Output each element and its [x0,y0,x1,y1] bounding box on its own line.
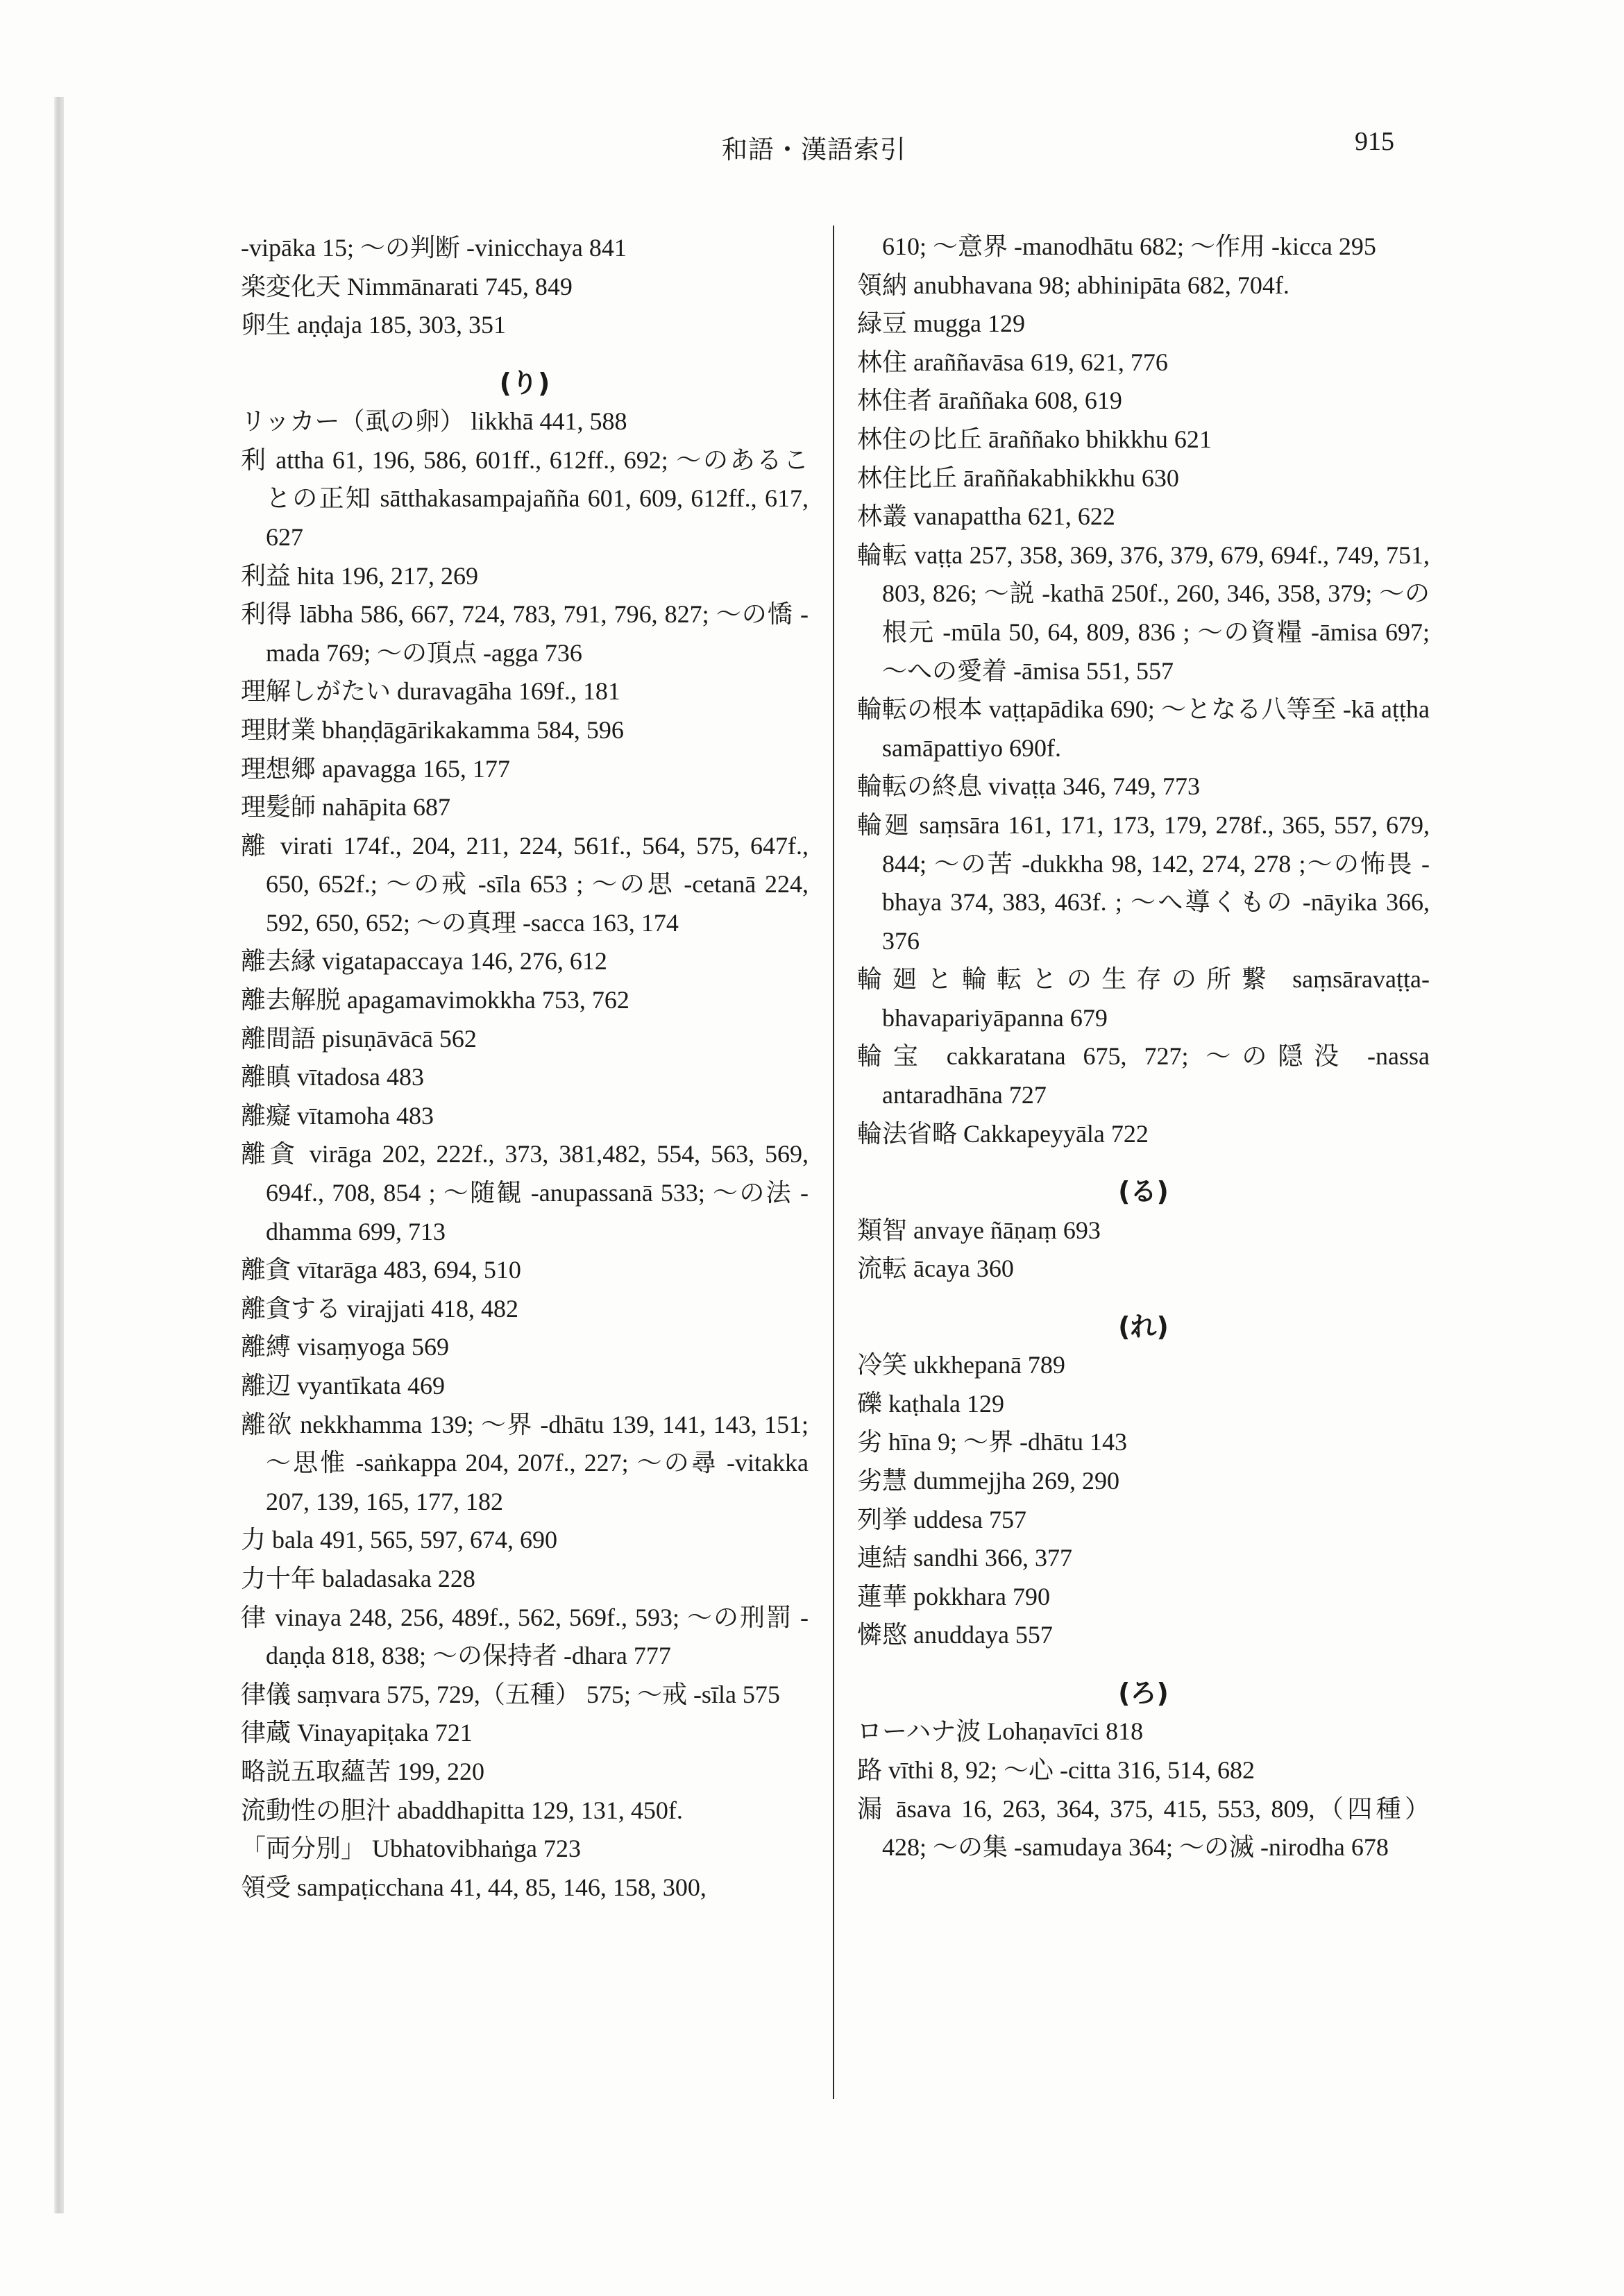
index-entry: 流動性の胆汁 abaddhapitta 129, 131, 450f. [241,1796,683,1824]
index-entry: 輪転の終息 vivaṭṭa 346, 749, 773 [857,772,1200,801]
index-entry: 林住者 āraññaka 608, 619 [857,386,1122,415]
index-entry: 利得 lābha 586, 667, 724, 783, 791, 796, 827; 〜の憍 -mada 769; 〜の頂点 -agga 736 [241,600,809,667]
index-entry: 楽変化天 Nimmānarati 745, 849 [241,272,573,300]
index-entry: 林住の比丘 āraññako bhikkhu 621 [857,425,1212,453]
index-entry: 憐愍 anuddaya 557 [857,1621,1053,1649]
index-entry: リッカー（虱の卵） likkhā 441, 588 [241,407,627,436]
index-entry: 漏 āsava 16, 263, 364, 375, 415, 553, 809,（四種） 428; 〜の集 -samudaya 364; 〜の滅 -nirodha 678 [857,1794,1430,1862]
index-column-left [241,229,809,1907]
index-entry: 林叢 vanapattha 621, 622 [857,502,1115,531]
index-entry: 礫 kaṭhala 129 [857,1389,1004,1418]
index-entry: 劣 hīna 9; 〜界 -dhātu 143 [857,1428,1127,1456]
index-entry: 輪転の根本 vaṭṭapādika 690; 〜となる八等至 -kā aṭṭha samāpattiyo 690f. [857,695,1430,762]
index-entry: 路 vīthi 8, 92; 〜心 -citta 316, 514, 682 [857,1755,1255,1784]
index-entry: 律蔵 Vinayapiṭaka 721 [241,1719,473,1747]
index-entry: 律儀 saṃvara 575, 729,（五種） 575; 〜戒 -sīla 575 [241,1680,780,1708]
index-entry: 理髪師 nahāpita 687 [241,793,450,822]
index-entry: 離瞋 vītadosa 483 [241,1063,424,1091]
index-entry: 理財業 bhaṇḍāgārikakamma 584, 596 [241,715,624,744]
index-section-heading: (る) [1118,1176,1169,1207]
index-entry: 劣慧 dummejjha 269, 290 [857,1467,1119,1495]
scan-binding-shadow [54,97,64,2213]
index-entry: 列挙 uddesa 757 [857,1505,1026,1533]
index-entry: 蓮華 pokkhara 790 [857,1582,1050,1610]
index-section-heading: (り) [499,367,550,398]
index-entry: 力十年 baladasaka 228 [241,1564,475,1592]
index-entry: 離間語 pisuṇāvācā 562 [241,1024,477,1053]
index-entry: 輪廻 saṃsāra 161, 171, 173, 179, 278f., 365, 557, 679, 844; 〜の苦 -dukkha 98, 142, 274, 278 ;〜の怖畏 -bhaya 374, 383, 463f. ; 〜へ導くもの -nāyika 366, 376 [857,810,1430,955]
index-entry: 「両分別」 Ubhatovibhaṅga 723 [241,1835,581,1863]
index-entry: 輪転 vaṭṭa 257, 358, 369, 376, 379, 679, 694f., 749, 751, 803, 826; 〜説 -kathā 250f., 260, 346, 358, 379; 〜の根元 -mūla 50, 64, 809, 836 ; 〜の資糧 -āmisa 697; 〜への愛着 -āmisa 551, 557 [857,541,1430,685]
index-entry: 卵生 aṇḍaja 185, 303, 351 [241,311,506,339]
index-entry-continuation: -vipāka 15; 〜の判断 -vinicchaya 841 [241,234,627,262]
index-entry: 輪廻と輪転との生存の所繋 saṃsāravaṭṭa-bhavapariyāpanna 679 [857,965,1430,1032]
index-entry: 林住比丘 āraññakabhikkhu 630 [857,464,1179,492]
index-entry: 領受 sampaṭicchana 41, 44, 85, 146, 158, 300, [241,1873,707,1901]
index-entry: 連結 sandhi 366, 377 [857,1544,1072,1572]
index-entry: 流転 ācaya 360 [857,1255,1014,1283]
index-entry: 力 bala 491, 565, 597, 674, 690 [241,1526,557,1554]
page-number: 915 [1355,127,1394,156]
index-entry: 離去解脱 apagamavimokkha 753, 762 [241,986,629,1014]
index-entry: 略説五取蘊苦 199, 220 [241,1757,485,1785]
index-entry: ローハナ波 Lohaṇavīci 818 [857,1717,1144,1746]
index-entry: 緑豆 mugga 129 [857,309,1025,338]
index-entry: 利益 hita 196, 217, 269 [241,561,478,590]
index-entry: 利 attha 61, 196, 586, 601ff., 612ff., 692; 〜のあることの正知 sātthakasampajañña 601, 609, 612ff., 617, 627 [241,445,809,551]
index-entry: 離辺 vyantīkata 469 [241,1372,445,1400]
index-entry: 離癡 vītamoha 483 [241,1101,434,1130]
index-entry: 輪宝 cakkaratana 675, 727; 〜の隠没 -nassa antaradhāna 727 [857,1042,1430,1109]
index-entry: 類智 anvaye ñāṇaṃ 693 [857,1216,1101,1244]
index-entry: 離去縁 vigatapaccaya 146, 276, 612 [241,947,607,976]
index-entry: 領納 anubhavana 98; abhinipāta 682, 704f. [857,271,1289,299]
index-entry: 離 virati 174f., 204, 211, 224, 561f., 564, 575, 647f., 650, 652f.; 〜の戒 -sīla 653 ; 〜の思 -cetanā 224, 592, 650, 652; 〜の真理 -sacca 163, 174 [241,831,809,937]
running-header-title: 和語・漢語索引 [722,136,906,164]
index-entry: 律 vinaya 248, 256, 489f., 562, 569f., 593; 〜の刑罰 -daṇḍa 818, 838; 〜の保持者 -dhara 777 [241,1603,809,1670]
index-entry: 林住 araññavāsa 619, 621, 776 [857,348,1168,376]
column-divider [833,226,834,2099]
index-column-right [857,228,1430,1867]
index-entry: 離貪 virāga 202, 222f., 373, 381,482, 554, 563, 569, 694f., 708, 854 ; 〜随観 -anupassanā 533; 〜の法 -dhamma 699, 713 [241,1140,809,1245]
index-entry: 離欲 nekkhamma 139; 〜界 -dhātu 139, 141, 143, 151; 〜思惟 -saṅkappa 204, 207f., 227; 〜の尋 -vitakka 207, 139, 165, 177, 182 [241,1410,809,1515]
index-entry: 理想郷 apavagga 165, 177 [241,754,510,783]
index-entry: 離貪する virajjati 418, 482 [241,1294,518,1323]
index-entry: 冷笑 ukkhepanā 789 [857,1351,1065,1379]
index-entry: 離縛 visaṃyoga 569 [241,1333,449,1361]
index-section-heading: (ろ) [1118,1677,1169,1708]
index-entry: 輪法省略 Cakkapeyyāla 722 [857,1119,1149,1148]
index-entry: 離貪 vītarāga 483, 694, 510 [241,1256,521,1284]
index-section-heading: (れ) [1118,1311,1169,1342]
index-entry: 理解しがたい duravagāha 169f., 181 [241,677,620,706]
index-entry-continuation: 610; 〜意界 -manodhātu 682; 〜作用 -kicca 295 [882,232,1376,260]
